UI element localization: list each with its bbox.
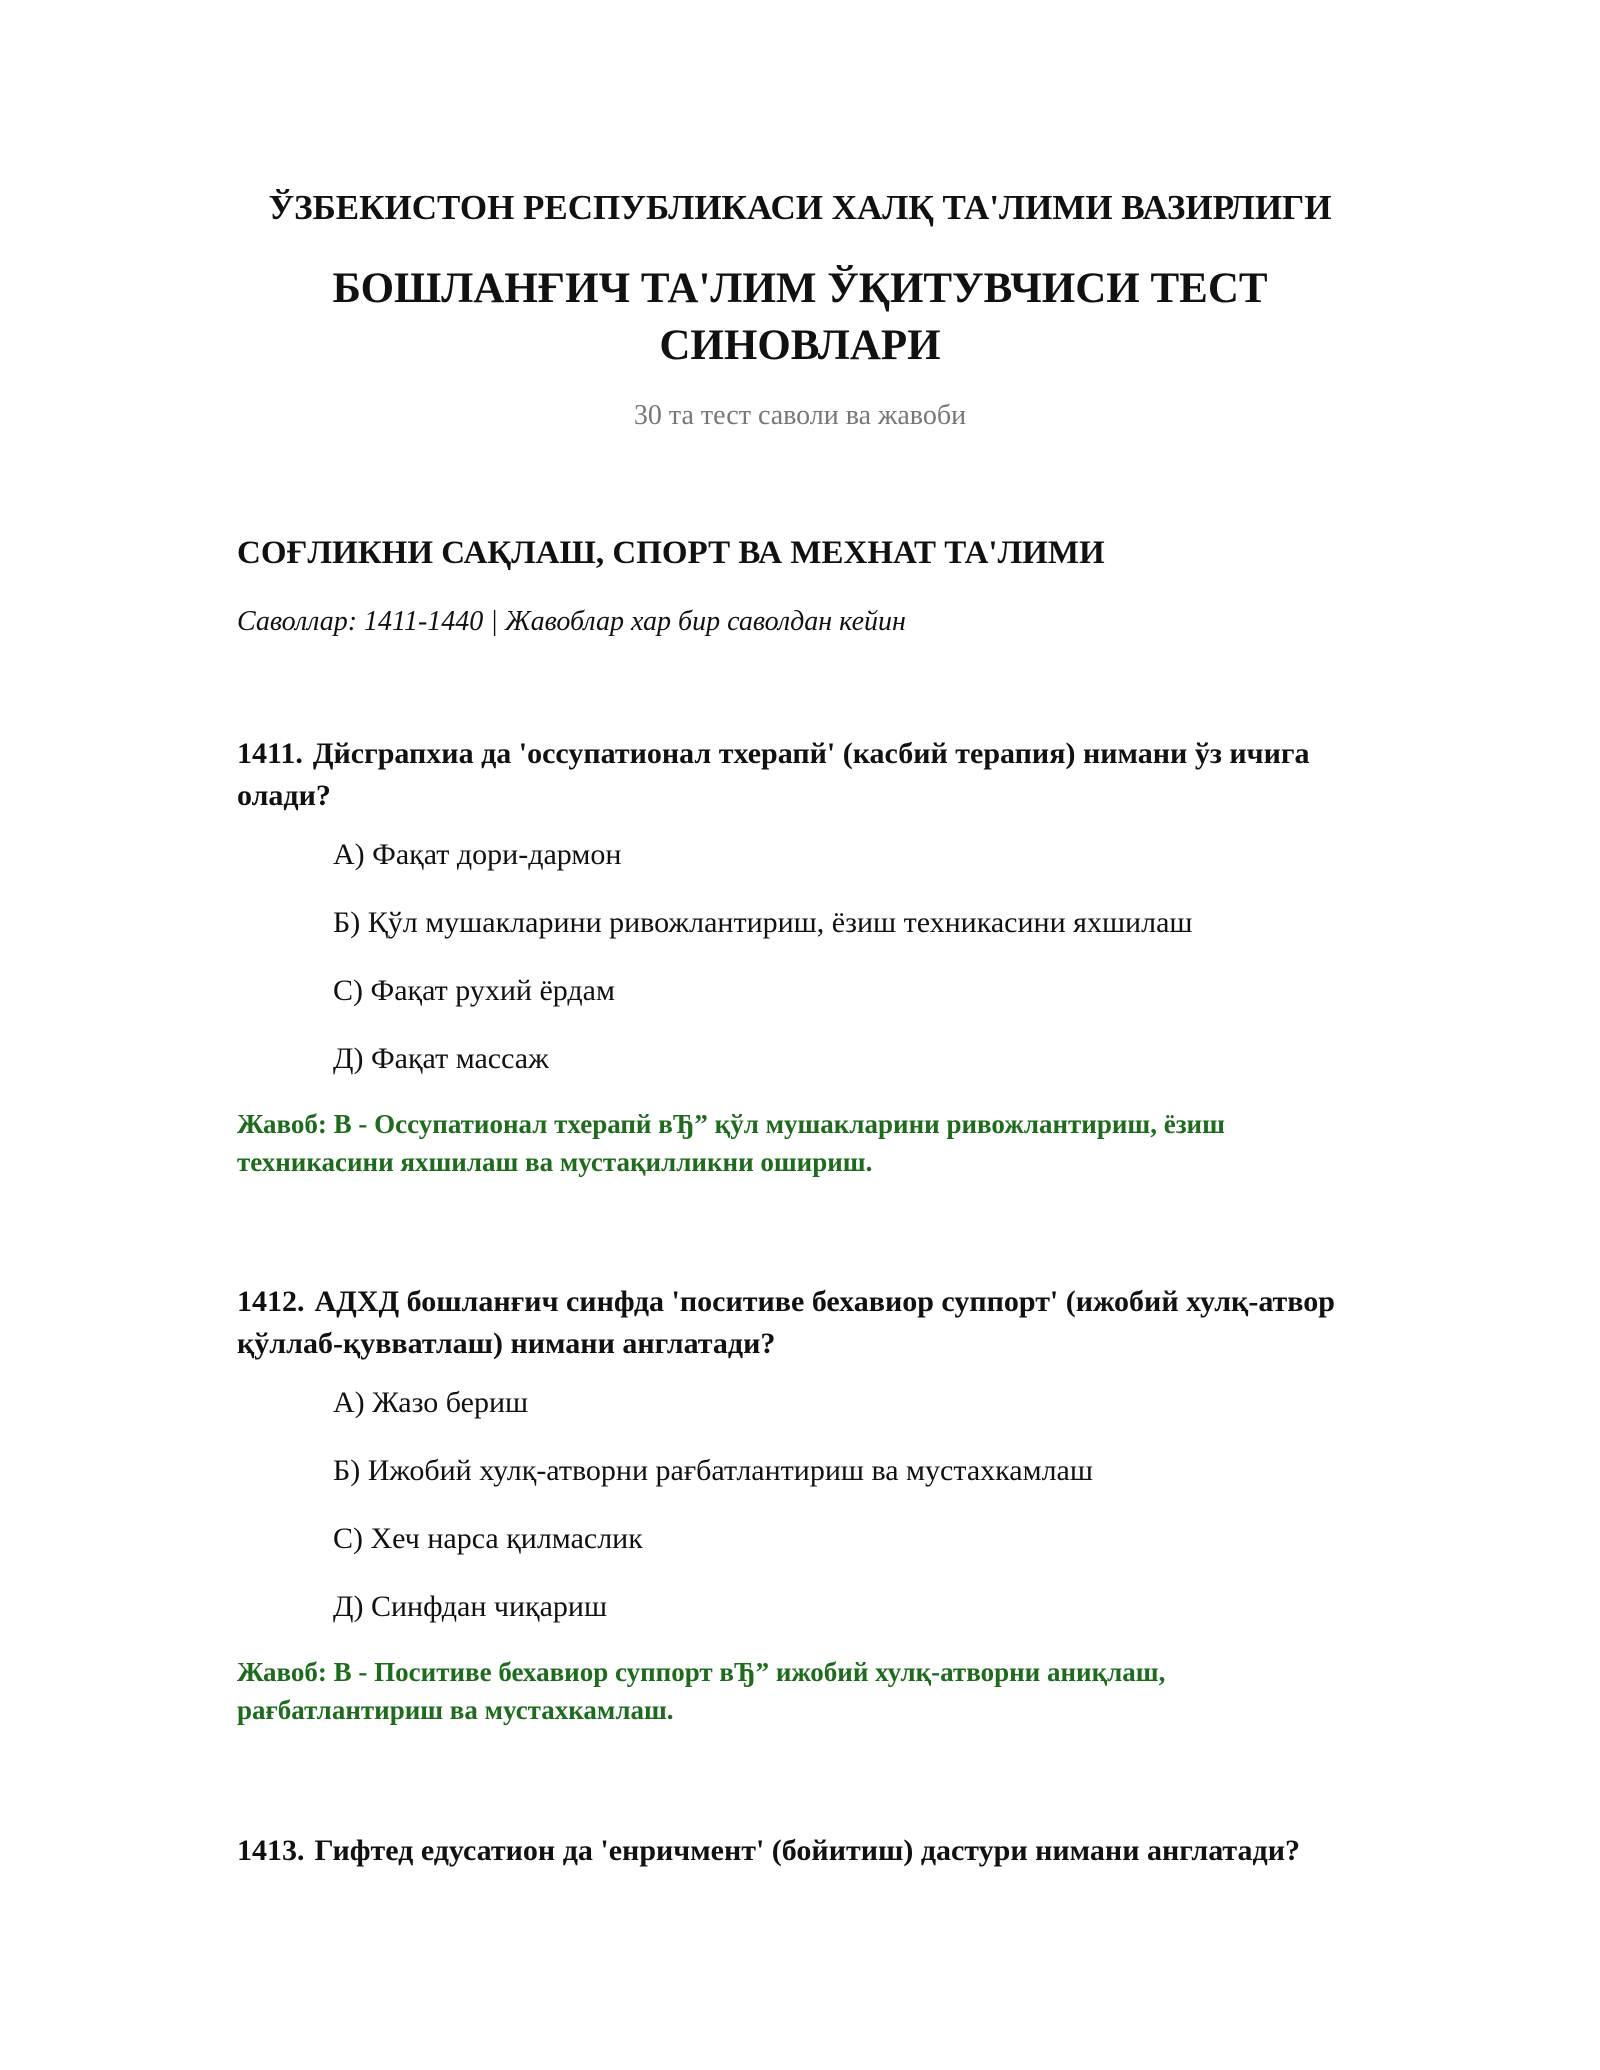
question-body: Дйсграпхиа да 'оссупатионал тхерапй' (касбий терапия) нимани ўз ичига олади? (237, 737, 1310, 812)
answer-options (237, 1385, 1377, 1625)
answer-options (237, 837, 1377, 1077)
option-b: Б) Қўл мушакларини ривожлантириш, ёзиш техникасини яхшилаш (333, 906, 1193, 939)
section-title: СОҒЛИКНИ САҚЛАШ, СПОРТ ВА МЕХНАТ ТА'ЛИМИ (237, 535, 1105, 571)
option-d: Д) Фақат массаж (333, 1042, 549, 1075)
question-number: 1413. (237, 1834, 305, 1867)
question-text (237, 733, 1377, 817)
question-body: АДХД бошланғич синфда 'поситиве бехавиор суппорт' (ижобий хулқ-атвор қўллаб-қувватлаш) нимани англатади? (237, 1285, 1335, 1360)
ministry-heading: ЎЗБЕКИСТОН РЕСПУБЛИКАСИ ХАЛҚ ТА'ЛИМИ ВАЗИРЛИГИ (268, 188, 1332, 227)
option-c: С) Фақат рухий ёрдам (333, 974, 615, 1007)
option-a: А) Фақат дори-дармон (333, 838, 622, 871)
option-d: Д) Синфдан чиқариш (333, 1590, 608, 1623)
option-c: С) Хеч нарса қилмаслик (333, 1522, 643, 1555)
answer-text: Жавоб: В - Оссупатионал тхерапй вЂ” қўл мушакларини ривожлантириш, ёзиш техникасини яхшилаш ва мустақилликни ошириш. (237, 1109, 1225, 1177)
question-body: Гифтед едусатион да 'енричмент' (бойитиш) дастури нимани англатади? (314, 1834, 1300, 1867)
question-number: 1412. (237, 1285, 305, 1318)
question-1413 (237, 1830, 1437, 1872)
question-number: 1411. (237, 737, 303, 770)
document-title-line-2: СИНОВЛАРИ (659, 322, 941, 369)
question-text (237, 1281, 1377, 1365)
section-note: Саволлар: 1411-1440 | Жавоблар хар бир саволдан кейин (237, 606, 906, 637)
document-title-line-1: БОШЛАНҒИЧ ТА'ЛИМ ЎҚИТУВЧИСИ ТЕСТ (332, 265, 1268, 312)
document-subtitle: 30 та тест саволи ва жавоби (633, 400, 967, 431)
question-text (237, 1830, 1437, 1872)
answer-text: Жавоб: В - Поситиве бехавиор суппорт вЂ” ижобий хулқ-атворни аниқлаш, рағбатлантириш ва мустахкамлаш. (237, 1657, 1166, 1725)
question-1412 (237, 1281, 1377, 1729)
option-b: Б) Ижобий хулқ-атворни рағбатлантириш ва мустахкамлаш (333, 1454, 1093, 1487)
option-a: А) Жазо бериш (333, 1386, 529, 1419)
question-1411 (237, 733, 1377, 1181)
document-title (0, 260, 1600, 374)
